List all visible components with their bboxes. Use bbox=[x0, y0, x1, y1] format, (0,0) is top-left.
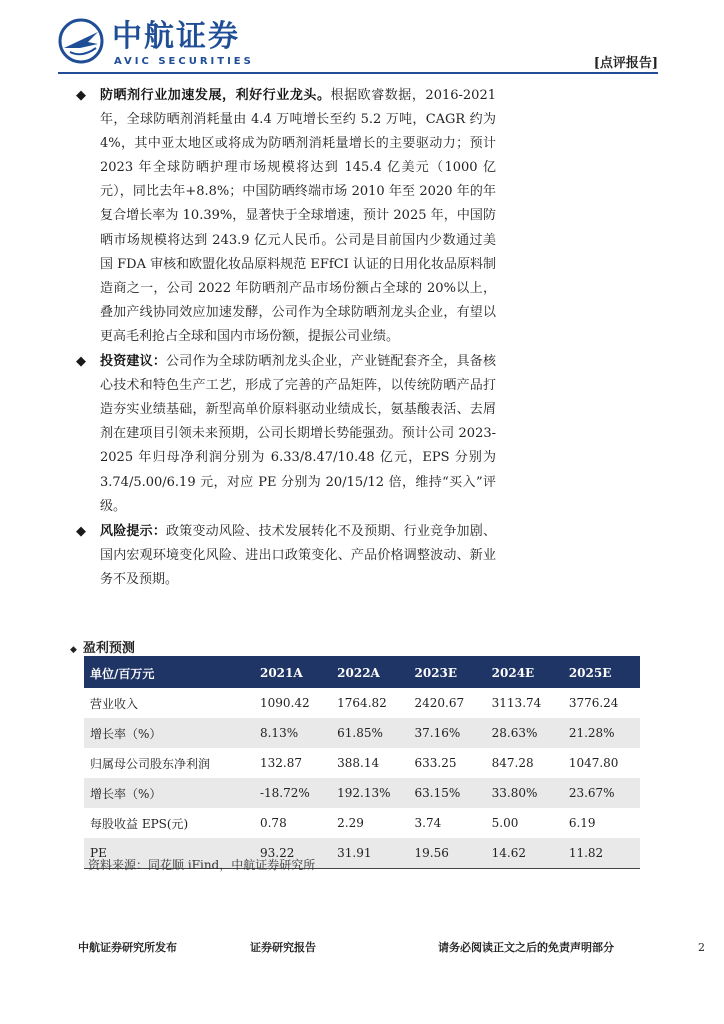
table-cell: 19.56 bbox=[409, 838, 486, 869]
table-cell: 28.63% bbox=[486, 718, 563, 748]
table-cell: 2420.67 bbox=[414, 696, 465, 710]
row-label: 营业收入 bbox=[90, 696, 139, 711]
report-type-label: [点评报告] bbox=[593, 56, 658, 71]
table-cell: 37.16% bbox=[409, 718, 486, 748]
table-cell: 1047.80 bbox=[568, 756, 619, 770]
table-row bbox=[84, 688, 640, 718]
header-divider bbox=[58, 72, 658, 74]
avic-logo-icon bbox=[58, 18, 104, 64]
column-header: 单位/百万元 bbox=[84, 657, 254, 688]
table-cell: 2.29 bbox=[337, 816, 364, 830]
table-cell: 11.82 bbox=[563, 838, 640, 869]
table-cell: 3776.24 bbox=[568, 696, 619, 710]
forecast-title bbox=[70, 637, 135, 656]
table-cell: 1090.42 bbox=[259, 696, 310, 710]
bullet-body: 公司作为全球防晒剂龙头企业，产业链配套齐全，具备核心技术和特色生产工艺，形成了完善的产品矩阵，以传统防晒产品打造夯实业绩基础，新型高单价原料驱动业绩成长，氨基酸表活、去屑剂在建项目引领未来预期，公司长期增长势能强劲。预计公司 2023-2025 年归母净利润分别为 6.33/8.47/10.48 亿元，EPS 分别为 3.74/5.00/6.19 元，对应 PE 分别为 20/15/12 倍，维持“买入”评级。 bbox=[100, 354, 496, 514]
table-cell: 93.22 bbox=[254, 838, 331, 869]
table-cell: 14.62 bbox=[486, 838, 563, 869]
footer-publisher: 中航证券研究所发布 bbox=[78, 941, 177, 954]
diamond-bullet-icon: ◆ bbox=[76, 523, 86, 539]
table-cell: 6.19 bbox=[568, 816, 596, 830]
table-cell: 33.80% bbox=[486, 778, 563, 808]
table-cell: 3.74 bbox=[414, 816, 442, 830]
table-cell: 31.91 bbox=[331, 838, 408, 869]
table-cell: 21.28% bbox=[563, 718, 640, 748]
table-cell: 633.25 bbox=[414, 756, 457, 770]
table-row bbox=[84, 778, 640, 808]
bullet-investment-advice bbox=[76, 350, 496, 519]
data-source-note: 资料来源：同花顺 iFind，中航证券研究所 bbox=[88, 858, 316, 872]
table-cell: 5.00 bbox=[491, 816, 519, 830]
column-header: 2021A bbox=[254, 657, 331, 688]
footer-disclaimer: 请务必阅读正文之后的免责声明部分 bbox=[438, 941, 614, 954]
page-header bbox=[58, 18, 658, 70]
table-row bbox=[84, 748, 640, 778]
table-cell: 63.15% bbox=[409, 778, 486, 808]
footer-doc-type: 证券研究报告 bbox=[250, 941, 316, 954]
row-label: 增长率（%） bbox=[84, 718, 254, 748]
table-cell: 0.78 bbox=[259, 816, 287, 830]
row-label: 每股收益 EPS(元) bbox=[90, 816, 189, 831]
table-cell: 388.14 bbox=[337, 756, 380, 770]
column-header: 2024E bbox=[486, 657, 563, 688]
forecast-title-text: 盈利预测 bbox=[82, 641, 135, 656]
row-label: 增长率（%） bbox=[84, 778, 254, 808]
column-header: 2023E bbox=[409, 657, 486, 688]
bullet-industry bbox=[76, 84, 496, 349]
page-number: 2 bbox=[698, 941, 705, 954]
row-label: 归属母公司股东净利润 bbox=[90, 756, 211, 771]
table-cell: 192.13% bbox=[331, 778, 408, 808]
bullet-heading: 投资建议： bbox=[100, 354, 167, 370]
diamond-bullet-icon: ◆ bbox=[70, 645, 77, 655]
diamond-bullet-icon: ◆ bbox=[76, 354, 86, 370]
table-cell: 23.67% bbox=[563, 778, 640, 808]
summary-bullets bbox=[76, 84, 496, 593]
table-cell: 61.85% bbox=[331, 718, 408, 748]
column-header: 2022A bbox=[331, 657, 408, 688]
table-cell: 132.87 bbox=[259, 756, 302, 770]
table-header-row bbox=[84, 657, 640, 688]
table-cell: 847.28 bbox=[491, 756, 534, 770]
bullet-heading: 风险提示： bbox=[100, 523, 167, 539]
table-cell: 3113.74 bbox=[491, 696, 542, 710]
logo-chinese-name: 中航证券 bbox=[112, 19, 240, 54]
logo-english-name: AVIC SECURITIES bbox=[114, 56, 254, 67]
bullet-risk bbox=[76, 520, 496, 592]
table-row bbox=[84, 718, 640, 748]
table-cell: 8.13% bbox=[254, 718, 331, 748]
table-cell: -18.72% bbox=[254, 778, 331, 808]
column-header: 2025E bbox=[563, 657, 640, 688]
row-label: PE bbox=[84, 838, 254, 869]
profit-forecast-table bbox=[84, 656, 640, 869]
table-row bbox=[84, 808, 640, 838]
diamond-bullet-icon: ◆ bbox=[76, 88, 86, 103]
bullet-body: 政策变动风险、技术发展转化不及预期、行业竞争加剧、国内宏观环境变化风险、进出口政策变化、产品价格调整波动、新业务不及预期。 bbox=[100, 523, 496, 587]
bullet-body: 根据欧睿数据，2016-2021 年，全球防晒剂消耗量由 4.4 万吨增长至约 5.2 万吨，CAGR 约为 4%，其中亚太地区或将成为防晒剂消耗量增长的主要驱动力；预计 2023 年全球防晒护理市场规模将达到 145.4 亿美元（1000 亿元），同比去年+8.8%；中国防晒终端市场 2010 年至 2020 年的年复合增长率为 10.39%，显著快于全球增速，预计 2025 年，中国防晒市场规模将达到 243.9 亿元人民币。公司是目前国内少数通过美国 FDA 审核和欧盟化妆品原料规范 EFfCI 认证的日用化妆品原料制造商之一，公司 2022 年防晒剂产品市场份额占全球的 20%以上，叠加产线协同效应加速发酵，公司作为全球防晒剂龙头企业，有望以更高毛利抢占全球和国内市场份额，提振公司业绩。 bbox=[100, 88, 496, 344]
table-cell: 1764.82 bbox=[337, 696, 387, 710]
bullet-heading: 防晒剂行业加速发展，利好行业龙头。 bbox=[100, 88, 331, 103]
